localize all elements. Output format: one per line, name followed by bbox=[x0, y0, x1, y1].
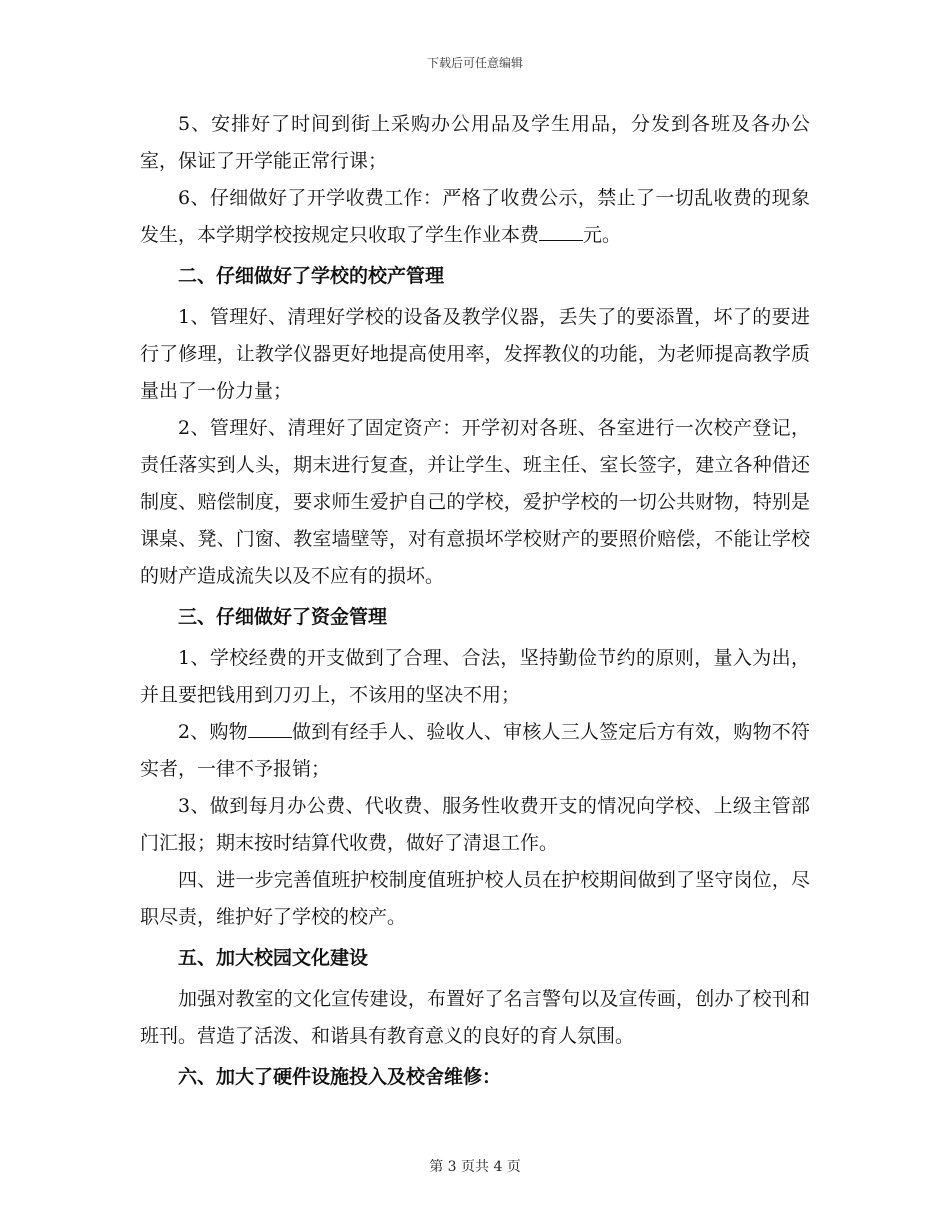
paragraph-item-6-text: 6、仔细做好了开学收费工作：严格了收费公示，禁止了一切乱收费的现象发生，本学期学校按规定只收取了学生作业本费 bbox=[140, 187, 810, 246]
fill-in-blank bbox=[248, 719, 292, 738]
paragraph-2-2: 2、管理好、清理好了固定资产：开学初对各班、各室进行一次校产登记，责任落实到人头，期末进行复查，并让学生、班主任、室长签字，建立各种借还制度、赔偿制度，要求师生爱护自己的学校，爱护学校的一切公共财物，特别是课桌、凳、门窗、教室墙壁等，对有意损坏学校财产的要照价赔偿，不能让学校的财产造成流失以及不应有的损坏。 bbox=[140, 417, 810, 587]
paragraph-item-6 bbox=[140, 180, 810, 254]
section-heading-5: 五、加大校园文化建设 bbox=[178, 947, 369, 969]
paragraph-4: 四、进一步完善值班护校制度值班护校人员在护校期间做到了坚守岗位，尽职尽责，维护好了学校的校产。 bbox=[140, 869, 810, 928]
document-body bbox=[140, 106, 810, 1100]
paragraph-3-2 bbox=[140, 714, 810, 788]
paragraph-3-2-start: 2、购物 bbox=[178, 721, 248, 743]
section-heading-3: 三、仔细做好了资金管理 bbox=[178, 606, 388, 628]
section-heading-2: 二、仔细做好了学校的校产管理 bbox=[178, 265, 445, 287]
page-footer: 第 3 页共 4 页 bbox=[429, 1159, 521, 1175]
paragraph-2-1: 1、管理好、清理好学校的设备及教学仪器，丢失了的要添置，坏了的要进行了修理，让教学仪器更好地提高使用率，发挥教仪的功能，为老师提高教学质量出了一份力量； bbox=[140, 306, 810, 402]
paragraph-item-6-end: 元。 bbox=[583, 224, 622, 246]
page-header: 下载后可任意编辑 bbox=[426, 56, 523, 70]
fill-in-blank bbox=[539, 222, 583, 241]
paragraph-item-5: 5、安排好了时间到街上采购办公用品及学生用品，分发到各班及各办公室，保证了开学能正常行课； bbox=[140, 113, 810, 172]
paragraph-3-3: 3、做到每月办公费、代收费、服务性收费开支的情况向学校、上级主管部门汇报；期末按时结算代收费，做好了清退工作。 bbox=[140, 795, 810, 854]
section-heading-6: 六、加大了硬件设施投入及校舍维修： bbox=[178, 1066, 502, 1088]
paragraph-3-1: 1、学校经费的开支做到了合理、合法，坚持勤俭节约的原则，量入为出，并且要把钱用到刀刃上，不该用的坚决不用； bbox=[140, 647, 810, 706]
paragraph-5-1: 加强对教室的文化宣传建设，布置好了名言警句以及宣传画，创办了校刊和班刊。营造了活泼、和谐具有教育意义的良好的育人氛围。 bbox=[140, 988, 810, 1047]
paragraph-3-2-rest: 做到有经手人、验收人、审核人三人签定后方有效，购物不符实者，一律不予报销； bbox=[140, 721, 810, 780]
